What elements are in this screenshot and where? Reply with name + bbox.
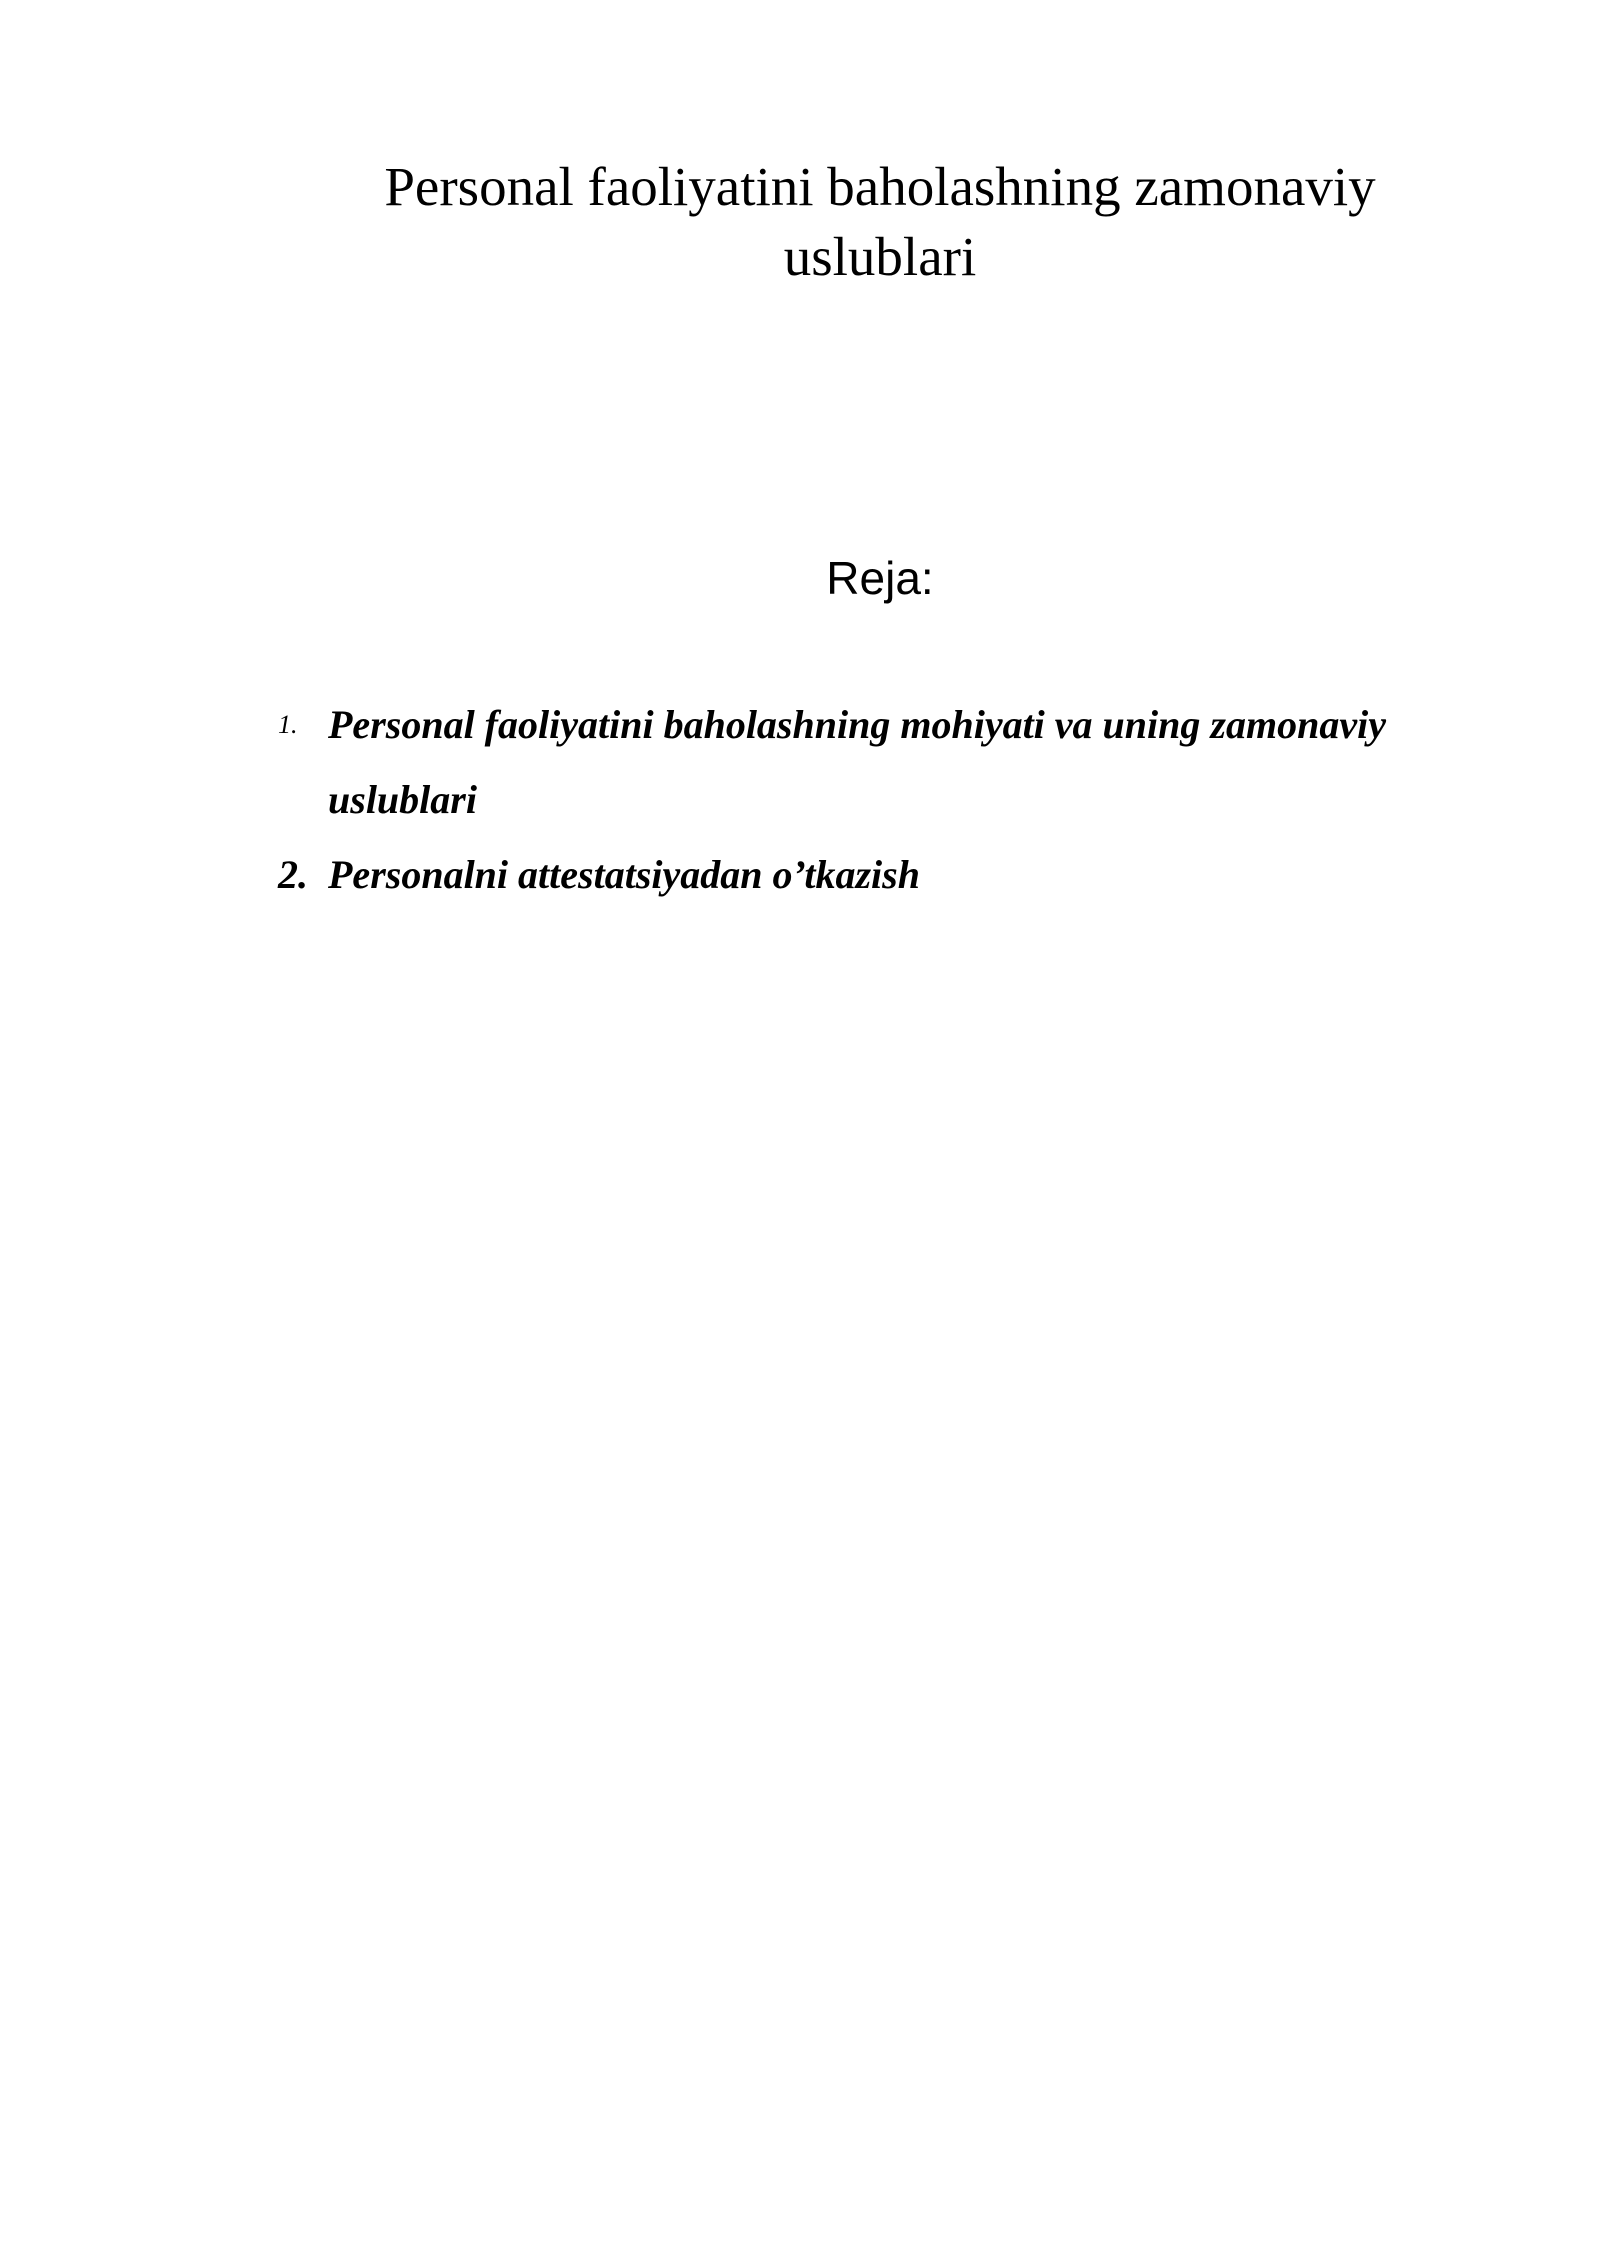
plan-item-text: Personal faoliyatini baholashning mohiyati va uning zamonaviy uslublari xyxy=(328,702,1386,822)
plan-item xyxy=(270,687,1500,837)
document-title: Personal faoliyatini baholashning zamonaviy uslublari xyxy=(384,156,1376,287)
plan-item-text: Personalni attestatsiyadan o’tkazish xyxy=(328,852,920,897)
plan-item xyxy=(270,837,1500,912)
plan-heading: Reja: xyxy=(826,552,934,604)
plan-item-number: 2. xyxy=(278,852,308,897)
plan-item-number: 1. xyxy=(278,710,298,739)
plan-list xyxy=(270,687,1500,912)
